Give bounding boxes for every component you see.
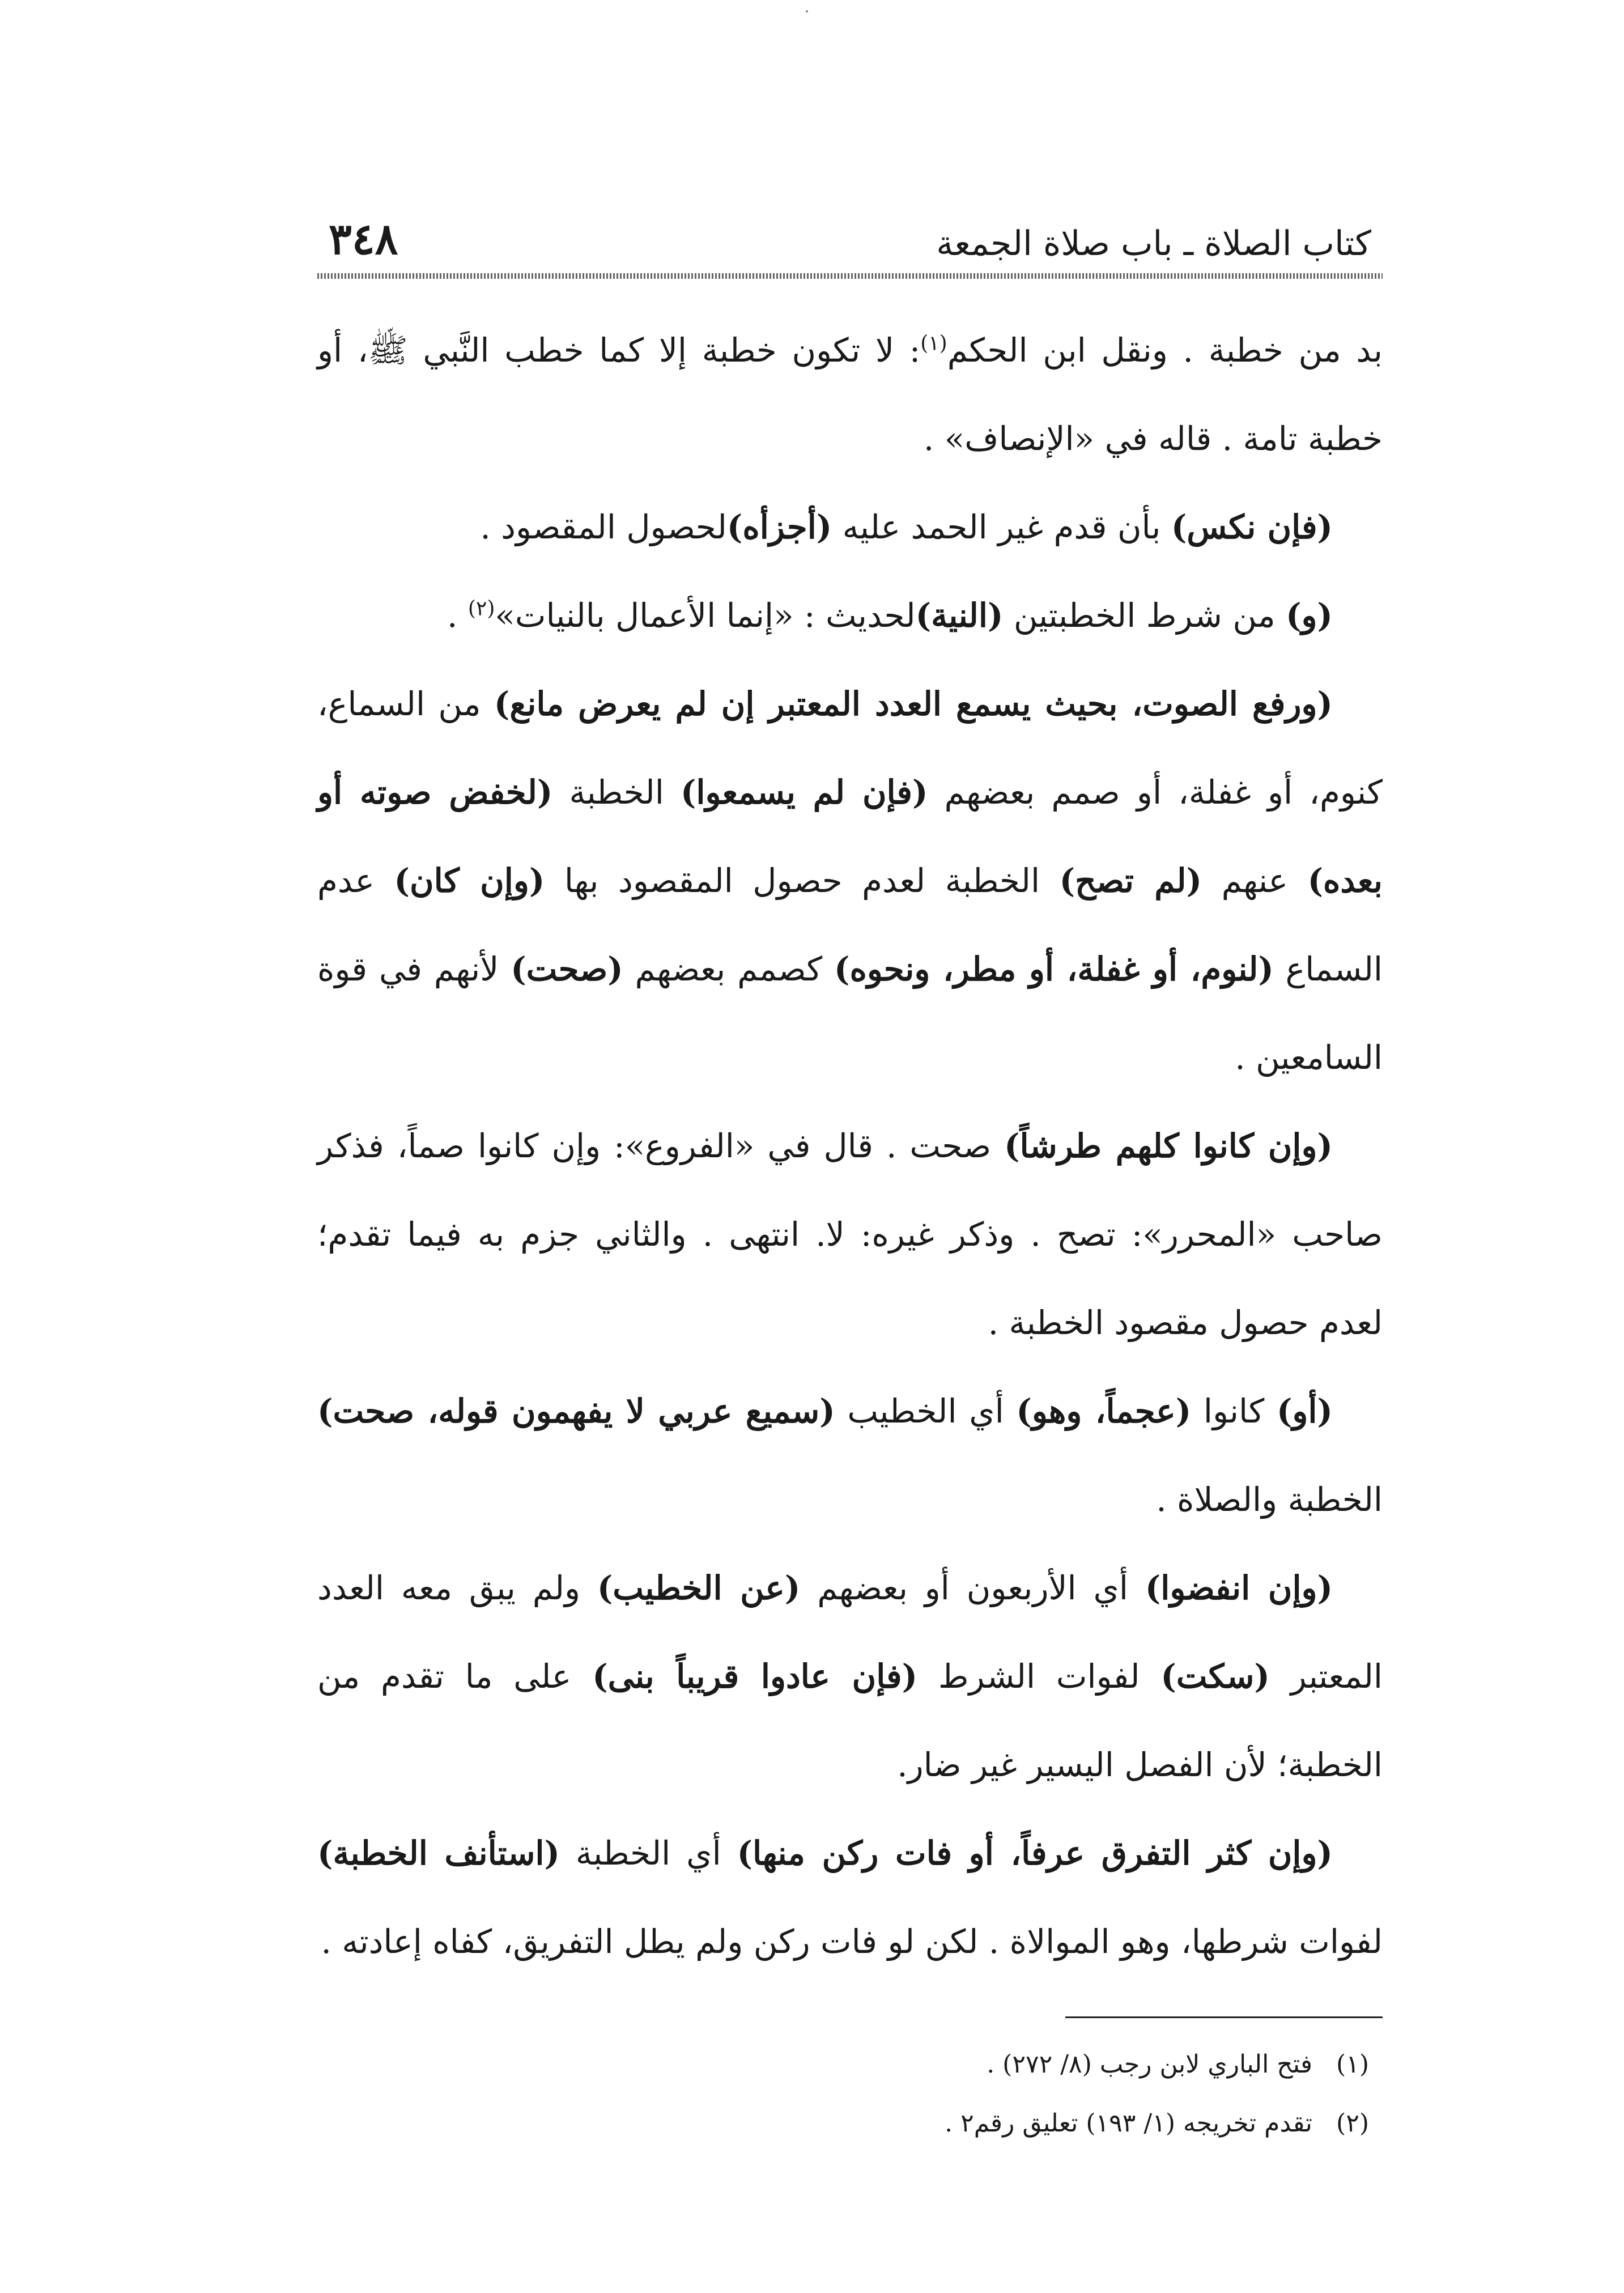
commentary-text: من السماع، كنوم، أو غفلة، أو صمم بعضهم — [317, 685, 1383, 812]
commentary-text: أي الخطبة — [560, 1834, 737, 1872]
matn-text: (لنوم، أو غفلة، أو مطر، ونحوه) — [834, 950, 1274, 988]
paragraph — [317, 1544, 1383, 1809]
commentary-text: الخطبة لعدم حصول المقصود بها — [545, 861, 1060, 900]
footnote-number: (١) — [1336, 2050, 1369, 2079]
footnote-number: (٢) — [1336, 2109, 1369, 2138]
commentary-text: : لا تكون خطبة إلا كما خطب النَّبي ﷺ، أو خطبة تامة . قاله في «الإنصاف» . — [317, 331, 1383, 458]
paragraph — [317, 306, 1383, 483]
matn-text: (وإن كثر التفرق عرفاً، أو فات ركن منها) — [737, 1834, 1333, 1872]
matn-text: (فإن لم يسمعوا) — [680, 773, 928, 812]
commentary-text: أي الخطيب — [835, 1392, 1017, 1430]
paragraph — [317, 1367, 1383, 1544]
commentary-text: لحديث : «إنما الأعمال بالنيات» — [495, 596, 916, 635]
commentary-text: الخطبة والصلاة . — [1156, 1480, 1383, 1519]
matn-text: (أجزأه) — [726, 508, 832, 546]
matn-text: (وإن انفضوا) — [1145, 1569, 1333, 1607]
matn-text: (لخفض صوته أو بعده) — [317, 773, 1383, 900]
commentary-text: الخطبة — [552, 773, 681, 812]
matn-text: (استأنف الخطبة) — [317, 1834, 560, 1872]
matn-text: (وإن كانوا كلهم طرشاً) — [1004, 1127, 1333, 1165]
matn-text: (عن الخطيب) — [597, 1569, 801, 1607]
running-header — [317, 187, 1383, 269]
commentary-text: لحصول المقصود . — [480, 508, 727, 546]
footnote-reference: (١) — [920, 332, 947, 355]
matn-text: (وإن كان) — [394, 861, 545, 900]
commentary-text: كانوا — [1191, 1392, 1277, 1430]
matn-text: (ورفع الصوت، بحيث يسمع العدد المعتبر إن لم يعرض مانع) — [494, 685, 1333, 723]
footnote — [317, 2035, 1383, 2094]
commentary-text: بأن قدم غير الحمد عليه — [832, 508, 1171, 546]
commentary-text: عدم السماع — [317, 861, 1383, 988]
commentary-text: على ما تقدم من الخطبة؛ لأن الفصل اليسير غير ضار. — [317, 1657, 1383, 1784]
body-text — [317, 306, 1383, 1986]
page-number: ٣٤٨ — [329, 214, 398, 264]
footnotes — [317, 2035, 1383, 2153]
commentary-text: كصمم بعضهم — [623, 950, 834, 988]
page-dot-mark — [806, 10, 808, 12]
matn-text: (فإن عادوا قريباً بنى) — [592, 1657, 918, 1696]
commentary-text: . — [447, 596, 468, 635]
commentary-text: عنهم — [1202, 861, 1308, 900]
header-divider — [317, 273, 1383, 279]
commentary-text: ولم يبق معه العدد المعتبر — [317, 1569, 1383, 1696]
matn-text: (لم تصح) — [1059, 861, 1202, 900]
commentary-text: صحت . قال في «الفروع»: وإن كانوا صماً، فذكر صاحب «المحرر»: تصح . وذكر غيره: لا. انتهى . والثاني جزم به فيما تقدم؛ لعدم حصول مقصود الخطبة . — [317, 1127, 1383, 1342]
commentary-text: لفوات الشرط — [917, 1657, 1161, 1696]
paragraph — [317, 1809, 1383, 1986]
paragraph — [317, 660, 1383, 1102]
commentary-text: من شرط الخطبتين — [1003, 596, 1286, 635]
matn-text: (فإن نكس) — [1171, 508, 1333, 546]
paragraph — [317, 571, 1383, 660]
matn-text: (عجماً، وهو) — [1016, 1392, 1192, 1430]
commentary-text: بد من خطبة . ونقل ابن الحكم — [947, 331, 1383, 370]
footnote — [317, 2094, 1383, 2153]
footnote-divider — [1065, 2016, 1383, 2018]
commentary-text: أي الأربعون أو بعضهم — [800, 1569, 1145, 1607]
matn-text: (صحت) — [511, 950, 623, 988]
footnote-text: تقدم تخريجه (١/ ١٩٣) تعليق رقم٢ . — [945, 2109, 1312, 2138]
matn-text: (أو) — [1276, 1392, 1333, 1430]
matn-text: (النية) — [915, 596, 1004, 635]
commentary-text: لأنهم في قوة السامعين . — [317, 950, 1383, 1077]
book-page — [317, 187, 1383, 2138]
footnote-text: فتح الباري لابن رجب (٨/ ٢٧٢) . — [987, 2050, 1312, 2079]
matn-text: (و) — [1286, 596, 1333, 635]
footnote-reference: (٢) — [467, 597, 495, 621]
commentary-text: لفوات شرطها، وهو الموالاة . لكن لو فات ركن ولم يطل التفريق، كفاه إعادته . — [321, 1922, 1383, 1961]
matn-text: (سكت) — [1160, 1657, 1270, 1696]
paragraph — [317, 1102, 1383, 1367]
paragraph — [317, 483, 1383, 571]
matn-text: (سميع عربي لا يفهمون قوله، صحت) — [317, 1392, 835, 1430]
running-title: كتاب الصلاة ـ باب صلاة الجمعة — [936, 224, 1371, 264]
